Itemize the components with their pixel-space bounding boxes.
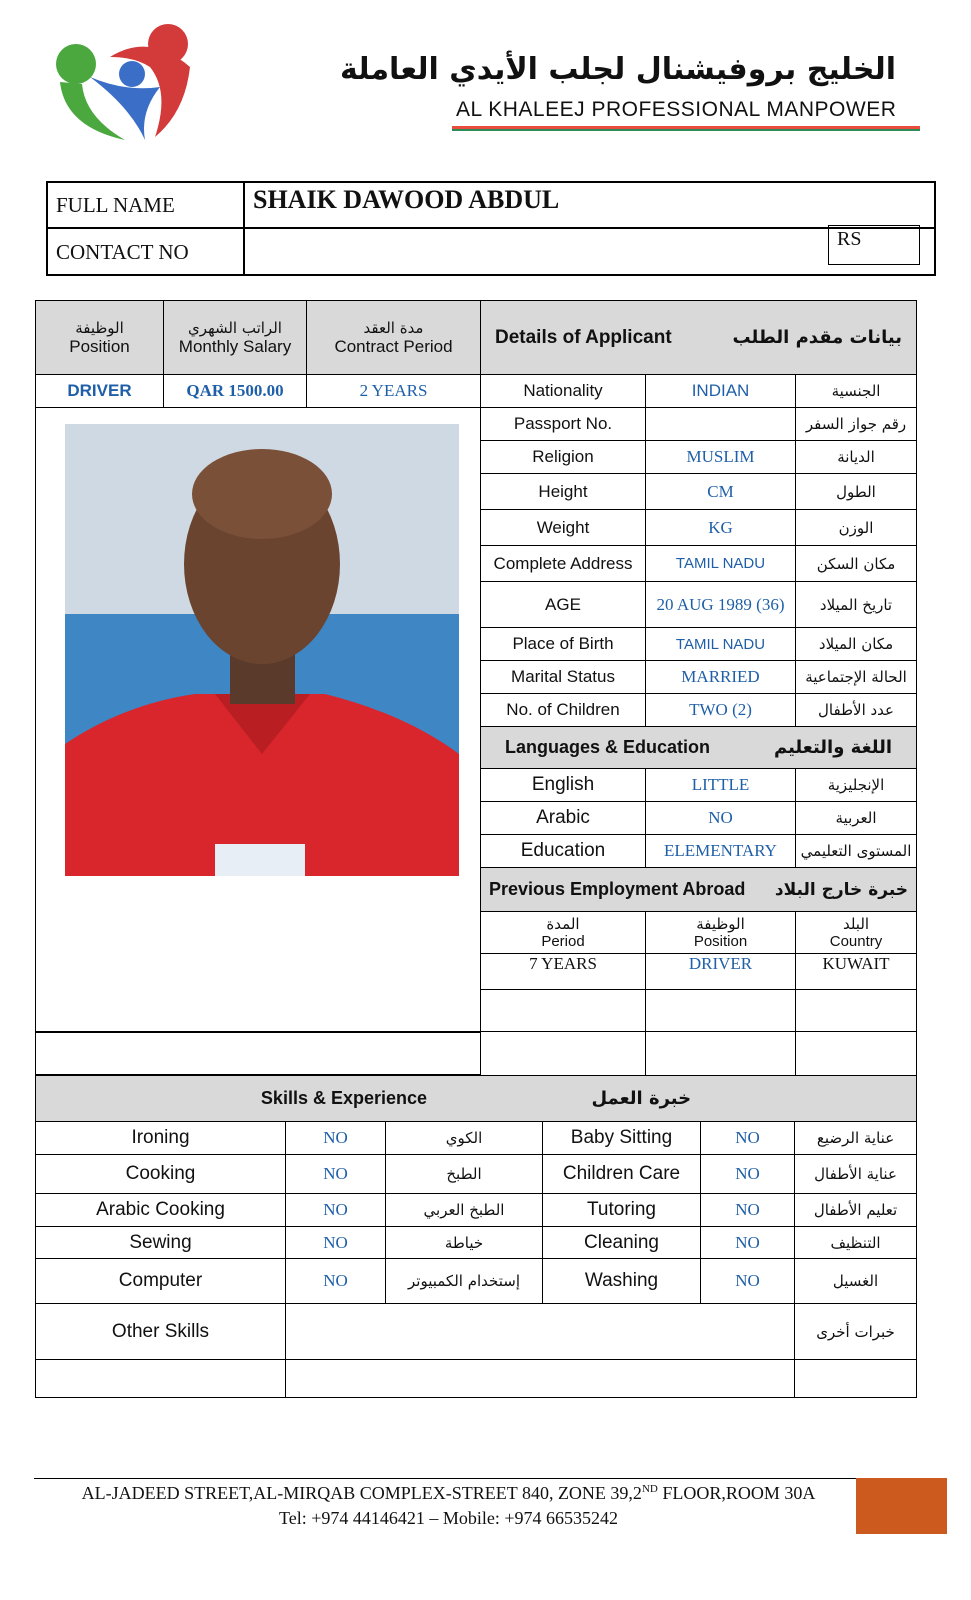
footer-rule bbox=[34, 1478, 857, 1479]
applicant-photo bbox=[65, 424, 459, 876]
footer-address: AL-JADEED STREET,AL-MIRQAB COMPLEX-STREET 840, ZONE 39,2ND FLOOR,ROOM 30A bbox=[81, 1483, 816, 1503]
employment-column-headers: المدة Period الوظيفة Position البلد Country bbox=[481, 912, 917, 954]
employment-heading: Previous Employment Abroad خبرة خارج البلاد bbox=[481, 868, 917, 912]
details-heading: Details of Applicant بيانات مقدم الطلب bbox=[481, 301, 917, 375]
skills-heading: Skills & Experience خبرة العمل bbox=[36, 1076, 917, 1122]
employment-row-empty bbox=[481, 990, 917, 1032]
languages-heading: Languages & Education اللغة والتعليم bbox=[481, 727, 917, 769]
rs-label: RS bbox=[837, 228, 862, 250]
language-row: Education ELEMENTARY المستوى التعليمي bbox=[481, 835, 917, 868]
details-table bbox=[480, 300, 917, 1076]
identity-box bbox=[46, 181, 936, 276]
skills-table bbox=[35, 1075, 917, 1398]
skill-row: Ironing NO الكوي Baby Sitting NO عناية الرضيع bbox=[36, 1122, 917, 1155]
other-skills-row: Other Skills خبرات أخرى bbox=[36, 1304, 917, 1360]
company-logo bbox=[50, 22, 200, 147]
details-row: Passport No. رقم جواز السفر bbox=[481, 408, 917, 441]
details-row: AGE 20 AUG 1989 (36) تاريخ الميلاد bbox=[481, 582, 917, 628]
footer-accent-box bbox=[856, 1478, 947, 1534]
details-row: No. of Children TWO (2) عدد الأطفال bbox=[481, 694, 917, 727]
contract-header: مدة العقد Contract Period bbox=[307, 301, 481, 375]
position-header: الوظيفة Position bbox=[36, 301, 164, 375]
skill-row: Sewing NO خياطة Cleaning NO التنظيف bbox=[36, 1227, 917, 1259]
details-row: Weight KG الوزن bbox=[481, 510, 917, 546]
skill-row: Cooking NO الطبخ Children Care NO عناية الأطفال bbox=[36, 1155, 917, 1194]
details-row: Height CM الطول bbox=[481, 474, 917, 510]
details-row: Nationality INDIAN الجنسية bbox=[481, 375, 917, 408]
details-row: Place of Birth TAMIL NADU مكان الميلاد bbox=[481, 628, 917, 661]
skill-row: Computer NO إستخدام الكمبيوتر Washing NO الغسيل bbox=[36, 1259, 917, 1304]
full-name-label: FULL NAME bbox=[56, 193, 175, 217]
language-row: English LITTLE الإنجليزية bbox=[481, 769, 917, 802]
footer-phones: Tel: +974 44146421 – Mobile: +974 66535242 bbox=[278, 1508, 619, 1528]
job-table bbox=[35, 300, 481, 408]
employment-row: 7 YEARS DRIVER KUWAIT bbox=[481, 954, 917, 990]
photo-frame-divider bbox=[35, 1031, 480, 1033]
title-underline-green bbox=[452, 129, 920, 131]
details-row: Marital Status MARRIED الحالة الإجتماعية bbox=[481, 661, 917, 694]
full-name-value: SHAIK DAWOOD ABDUL bbox=[253, 185, 560, 214]
company-name-english: AL KHALEEJ PROFESSIONAL MANPOWER bbox=[456, 98, 897, 121]
contact-label: CONTACT NO bbox=[56, 240, 189, 264]
details-row: Religion MUSLIM الديانة bbox=[481, 441, 917, 474]
position-value: DRIVER bbox=[36, 375, 164, 408]
salary-value: QAR 1500.00 bbox=[164, 375, 307, 408]
company-name-arabic: الخليج بروفيشنال لجلب الأيدي العاملة bbox=[340, 52, 896, 87]
other-skills-empty-row bbox=[36, 1360, 917, 1398]
language-row: Arabic NO العربية bbox=[481, 802, 917, 835]
contract-value: 2 YEARS bbox=[307, 375, 481, 408]
salary-header: الراتب الشهري Monthly Salary bbox=[164, 301, 307, 375]
employment-row-empty bbox=[481, 1032, 917, 1076]
skill-row: Arabic Cooking NO الطبخ العربي Tutoring NO تعليم الأطفال bbox=[36, 1194, 917, 1227]
details-row: Complete Address TAMIL NADU مكان السكن bbox=[481, 546, 917, 582]
rs-box bbox=[828, 225, 920, 265]
